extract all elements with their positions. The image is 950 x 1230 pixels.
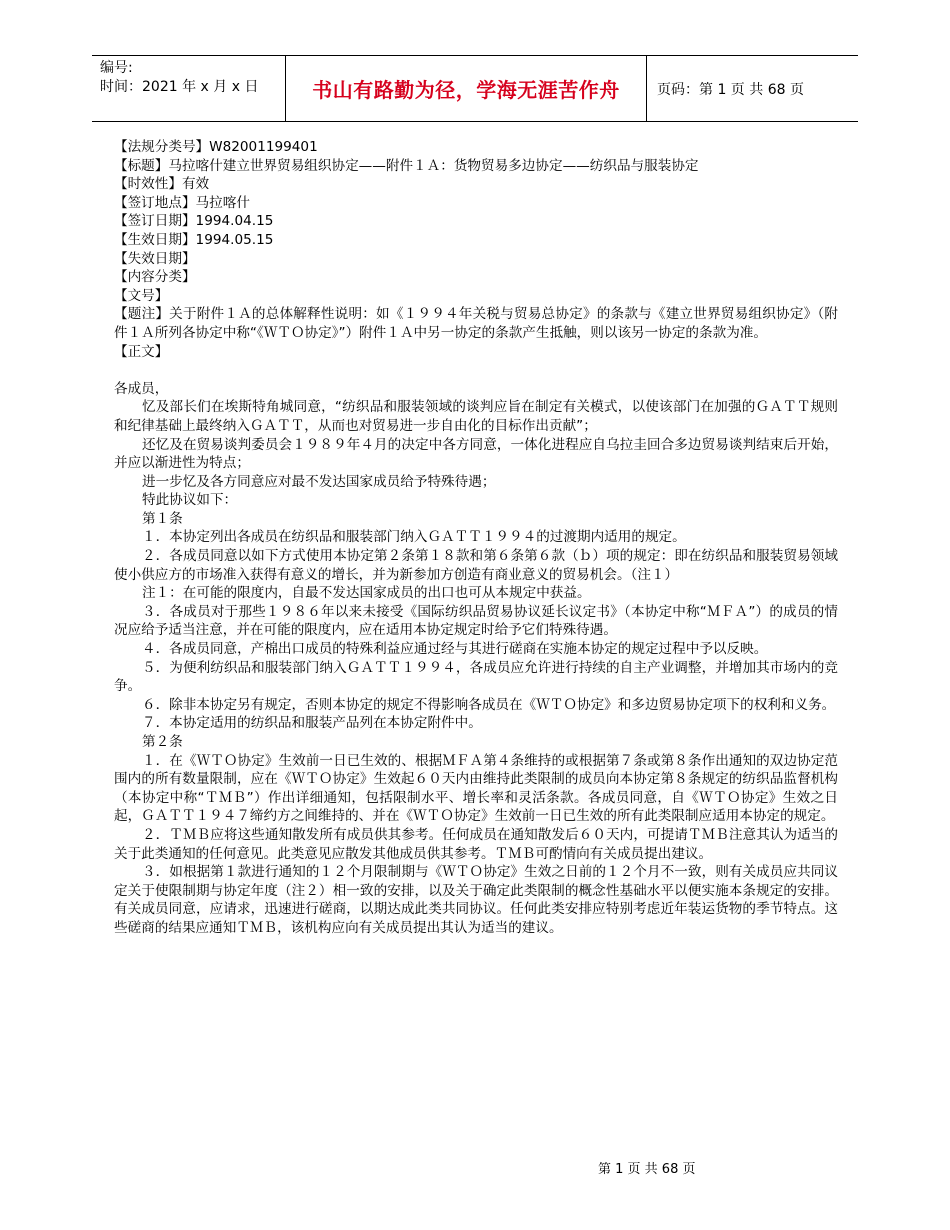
meta-signing-date: 【签订日期】1994.04.15: [114, 213, 274, 230]
paragraph: 忆及部长们在埃斯特角城同意，“纺织品和服装领域的谈判应旨在制定有关模式，以使该部门在加强的ＧＡＴＴ规则和纪律基础上最终纳入ＧＡＴＴ，从而也对贸易进一步自由化的目标作出贡献”；: [114, 399, 838, 434]
meta-document-number: 【文号】: [114, 287, 169, 304]
header-info: [100, 59, 258, 97]
clause: ６．除非本协定另有规定，否则本协定的规定不得影响各成员在《ＷＴＯ协定》和多边贸易协定项下的权利和义务。: [142, 696, 836, 713]
paragraph: 还忆及在贸易谈判委员会１９８９年４月的决定中各方同意，一体化进程应自乌拉圭回合多边贸易谈判结束后开始，并应以渐进性为特点；: [114, 436, 838, 472]
clause: ３．如根据第１款进行通知的１２个月限制期与《ＷＴＯ协定》生效之日前的１２个月不一致，则有关成员应共同议定关于使限制期与协定年度（注２）相一致的安排，以及关于确定此类限制的概念性基础水平以便实施本条规定的安排。有关成员同意，应请求，迅速进行磋商，以期达成此类共同协议。任何此类安排应特别考虑近年装运货物的季节特点。这些磋商的结果应通知ＴＭＢ，该机构应向有关成员提出其认为适当的建议。: [114, 864, 838, 936]
meta-main-text-label: 【正文】: [114, 343, 169, 360]
meta-note: 【题注】关于附件１Ａ的总体解释性说明：如《１９９４年关税与贸易总协定》的条款与《建立世界贸易组织协定》（附件１Ａ所列各协定中称“《ＷＴＯ协定》”）附件１Ａ中另一协定的条款产生抵触，则以该另一协定的条款为准。: [114, 306, 838, 341]
page-header: [92, 55, 858, 122]
meta-category-number: 【法规分类号】W82001199401: [114, 139, 318, 155]
meta-expiry-date: 【失效日期】: [114, 250, 196, 267]
meta-effective-date: 【生效日期】1994.05.15: [114, 231, 274, 248]
clause: ４．各成员同意，产棉出口成员的特殊利益应通过经与其进行磋商在实施本协定的规定过程中予以反映。: [142, 641, 768, 658]
meta-content-category: 【内容分类】: [114, 269, 196, 286]
paragraph: 进一步忆及各方同意应对最不发达国家成员给予特殊待遇；: [142, 473, 496, 490]
clause: ３．各成员对于那些１９８６年以来未接受《国际纺织品贸易协议延长议定书》（本协定中称“ＭＦＡ”）的成员的情况应给予适当注意，并在可能的限度内，应在适用本协定规定时给予它们特殊待遇。: [114, 603, 838, 639]
document-body: [114, 138, 838, 938]
clause: ２．ＴＭＢ应将这些通知散发所有成员供其参考。任何成员在通知散发后６０天内，可提请ＴＭＢ注意其认为适当的关于此类通知的任何意见。此类意见应散发其他成员供其参考。ＴＭＢ可酌情向有关成员提出建议。: [114, 826, 838, 862]
number-label: 编号:: [100, 60, 133, 76]
time-label: 时间：2021 年 x 月 x 日: [100, 79, 259, 95]
footnote: 注１：在可能的限度内，自最不发达国家成员的出口也可从本规定中获益。: [142, 585, 591, 602]
paragraph: 特此协议如下：: [142, 492, 238, 509]
motto-cell: [285, 56, 647, 121]
clause: ５．为便利纺织品和服装部门纳入ＧＡＴＴ１９９４，各成员应允许进行持续的自主产业调整，并增加其市场内的竞争。: [114, 659, 838, 695]
clause: １．本协定列出各成员在纺织品和服装部门纳入ＧＡＴＴ１９９４的过渡期内适用的规定。: [142, 529, 686, 546]
article-heading: 第１条: [142, 510, 183, 527]
clause: ２．各成员同意以如下方式使用本协定第２条第１８款和第６条第６款（ｂ）项的规定：即在纺织品和服装贸易领域使小供应方的市场准入获得有意义的增长，并为新参加方创造有商业意义的贸易机会。（注１）: [114, 548, 838, 583]
clause: ７．本协定适用的纺织品和服装产品列在本协定附件中。: [142, 715, 482, 732]
meta-validity: 【时效性】有效: [114, 176, 210, 193]
page-info: 页码：第 1 页 共 68 页: [657, 81, 804, 98]
page-info-cell: [657, 56, 804, 121]
meta-signing-place: 【签订地点】马拉喀什: [114, 194, 250, 211]
salutation: 各成员，: [114, 380, 169, 397]
page-footer: 第 1 页 共 68 页: [598, 1162, 696, 1177]
motto-text: 书山有路勤为径，学海无涯苦作舟: [312, 78, 620, 102]
meta-title: 【标题】马拉喀什建立世界贸易组织协定——附件１Ａ：货物贸易多边协定——纺织品与服装协定: [114, 157, 699, 174]
article-heading: 第２条: [142, 734, 183, 750]
clause: １．在《ＷＴＯ协定》生效前一日已生效的、根据ＭＦＡ第４条维持的或根据第７条或第８条作出通知的双边协定范围内的所有数量限制，应在《ＷＴＯ协定》生效起６０天内由维持此类限制的成员向本协定第８条规定的纺织品监督机构（本协定中称“ＴＭＢ”）作出详细通知，包括限制水平、增长率和灵活条款。各成员同意，自《ＷＴＯ协定》生效之日起，ＧＡＴＴ１９４７缔约方之间维持的、并在《ＷＴＯ协定》生效前一日已生效的所有此类限制应适用本协定的规定。: [114, 752, 838, 825]
spacer: [114, 361, 838, 380]
